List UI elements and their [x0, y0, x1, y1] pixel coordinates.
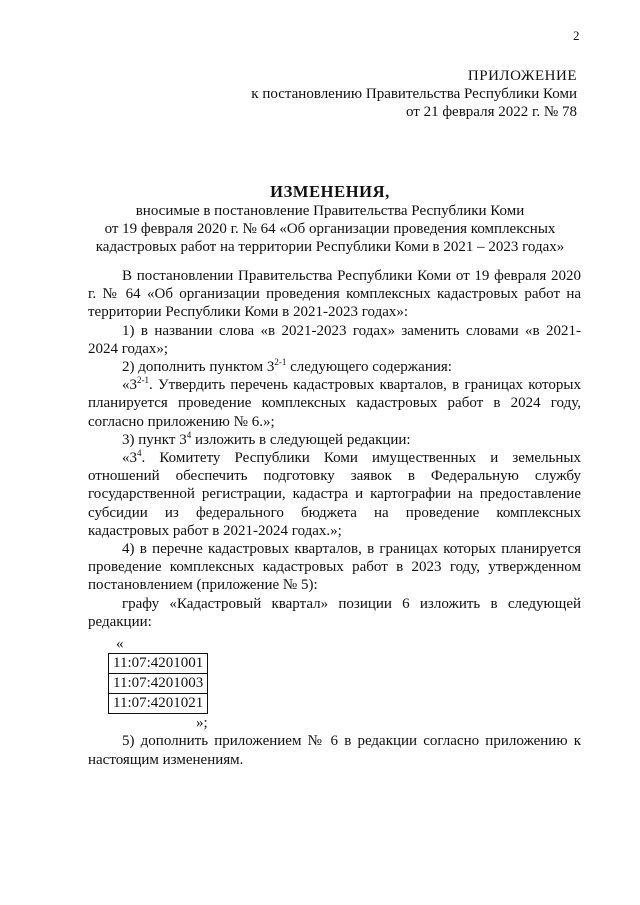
quote-2-start: «3 [122, 450, 137, 467]
heading-line-3: кадастровых работ на территории Республики Коми в 2021 – 2023 годах» [95, 239, 565, 255]
heading-line-2: от 19 февраля 2020 г. № 64 «Об организации проведения комплексных [104, 221, 556, 237]
intro-paragraph: В постановлении Правительства Республики Коми от 19 февраля 2020 г. № 64 «Об организации проведения комплексных кадастровых работ на территории Республики Коми в 2021-2023 годах»: [88, 268, 581, 321]
quote-2 [88, 449, 581, 540]
item-2-tail: следующего содержания: [286, 359, 452, 376]
quote-1 [88, 376, 581, 431]
appendix-resolution: к постановлению Правительства Республики Коми [251, 86, 577, 102]
quote-close-mark: »; [196, 715, 208, 732]
appendix-date: от 21 февраля 2022 г. № 78 [405, 104, 577, 120]
appendix-header [251, 67, 577, 121]
document-title: ИЗМЕНЕНИЯ, [270, 182, 390, 201]
item-2 [88, 358, 581, 376]
quote-2-sup: 4 [137, 448, 142, 459]
quote-2-text: . Комитету Республики Коми имущественных и земельных отношений обеспечить подготовку заявок в Федеральную службу государственной регистрации, кадастра и картографии на предоставление субсидии из федерального бюджета на проведение комплексных кадастровых работ в 2021-2024 годах.»; [88, 450, 581, 539]
quote-1-start: «3 [122, 377, 137, 394]
item-2-sup: 2-1 [274, 357, 287, 368]
quote-1-text: . Утвердить перечень кадастровых кварталов, в границах которых планируется проведение комплексных кадастровых работ в 2024 году, согласно приложению № 6.»; [88, 377, 581, 430]
document-body [88, 267, 581, 769]
item-3-tail: изложить в следующей редакции: [191, 431, 411, 448]
quote-open-mark: « [116, 636, 124, 653]
quarter-cell: 11:07:4201003 [109, 674, 208, 694]
item-4: 4) в перечне кадастровых кварталов, в границах которых планируется проведение комплексных кадастровых работ в 2023 году, утвержденном постановлением (приложение № 5): [88, 541, 581, 594]
table-row [109, 694, 208, 714]
item-5: 5) дополнить приложением № 6 в редакции согласно приложению к настоящим изменениям. [88, 733, 581, 768]
quarter-cell: 11:07:4201001 [109, 654, 208, 674]
item-3-sup: 4 [186, 429, 192, 440]
table-row [109, 654, 208, 674]
item-3 [88, 431, 581, 449]
item-4-subitem: графу «Кадастровый квартал» позиции 6 изложить в следующей редакции: [88, 595, 581, 630]
quarter-cell: 11:07:4201021 [109, 694, 208, 714]
item-2-text: 2) дополнить пунктом 3 [122, 359, 275, 376]
quote-1-sup: 2-1 [137, 375, 149, 386]
cadastral-quarters-table [108, 653, 208, 714]
document-heading [80, 183, 580, 256]
page-number: 2 [573, 28, 580, 43]
heading-line-1: вносимые в постановление Правительства Республики Коми [135, 203, 525, 219]
item-1: 1) в названии слова «в 2021-2023 годах» заменить словами «в 2021-2024 годах»; [88, 322, 581, 357]
item-3-text: 3) пункт 3 [122, 431, 187, 448]
table-row [109, 674, 208, 694]
appendix-title: ПРИЛОЖЕНИЕ [467, 68, 577, 84]
